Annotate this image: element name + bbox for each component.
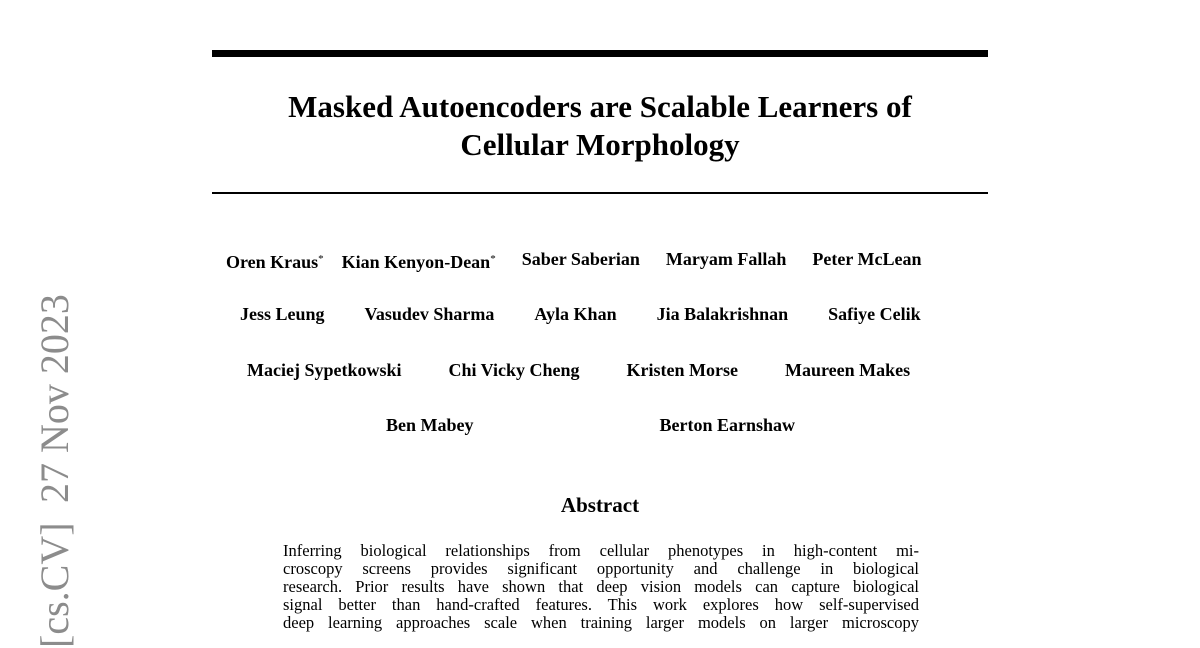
author-name: Ben Mabey xyxy=(386,415,474,435)
abstract-line: Inferring biological relationships from cellular phenotypes in high-content mi- xyxy=(283,541,919,560)
author-name: Oren Kraus* xyxy=(226,252,324,272)
arxiv-date: 27 Nov 2023 xyxy=(32,294,77,503)
author-name: Maciej Sypetkowski xyxy=(247,360,402,380)
author-row-3 xyxy=(212,359,988,381)
paper-title xyxy=(212,88,988,164)
title-bottom-rule xyxy=(212,192,988,194)
title-line: Masked Autoencoders are Scalable Learners of xyxy=(288,89,912,124)
author-name: Safiye Celik xyxy=(828,304,921,324)
abstract-body xyxy=(283,542,919,632)
author-name: Berton Earnshaw xyxy=(659,415,796,435)
author-name: Maryam Fallah xyxy=(665,249,787,269)
author-name: Ayla Khan xyxy=(534,304,617,324)
abstract-heading: Abstract xyxy=(560,493,640,517)
author-name: Jia Balakrishnan xyxy=(656,304,789,324)
author-name: Peter McLean xyxy=(812,249,922,269)
author-row-4 xyxy=(212,414,988,436)
author-name: Jess Leung xyxy=(240,304,325,324)
author-name: Maureen Makes xyxy=(785,360,911,380)
author-name: Kian Kenyon-Dean* xyxy=(341,252,496,272)
author-name: Vasudev Sharma xyxy=(364,304,495,324)
abstract-line: croscopy screens provides significant opportunity and challenge in biological xyxy=(283,559,919,578)
title-top-rule xyxy=(212,50,988,57)
author-row-2 xyxy=(212,303,988,325)
author-name: Kristen Morse xyxy=(626,360,738,380)
abstract-line: research. Prior results have shown that deep vision models can capture biological xyxy=(283,577,919,596)
arxiv-category: [cs.CV] xyxy=(32,522,77,648)
abstract-line: signal better than hand-crafted features. This work explores how self-supervised xyxy=(283,595,919,614)
author-row-1 xyxy=(212,248,988,273)
author-name: Chi Vicky Cheng xyxy=(448,360,580,380)
title-line: Cellular Morphology xyxy=(460,127,740,162)
abstract-line: deep learning approaches scale when training larger models on larger microscopy xyxy=(283,613,919,632)
author-name: Saber Saberian xyxy=(521,249,640,269)
arxiv-stamp xyxy=(28,0,77,648)
